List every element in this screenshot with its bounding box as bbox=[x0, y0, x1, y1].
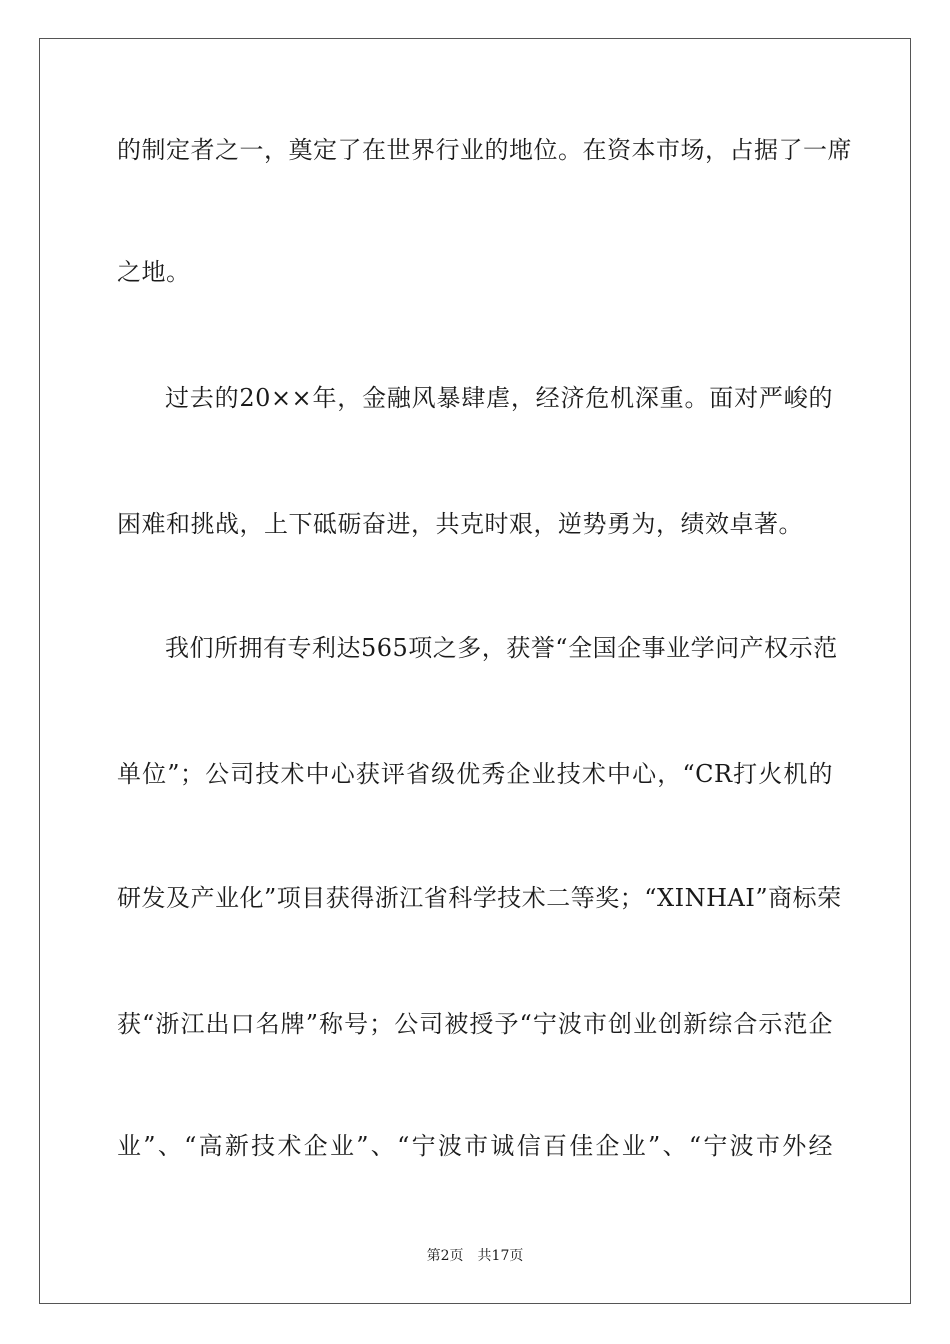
text-line-3: 过去的20××年，金融风暴肆虐，经济危机深重。面对严峻的 bbox=[165, 384, 833, 412]
text-line-1: 的制定者之一，奠定了在世界行业的地位。在资本市场，占据了一席 bbox=[117, 136, 852, 164]
text-line-7: 研发及产业化”项目获得浙江省科学技术二等奖；“XINHAI”商标荣 bbox=[117, 884, 842, 912]
text-line-2: 之地。 bbox=[117, 258, 191, 286]
text-line-9: 业”、“高新技术企业”、“宁波市诚信百佳企业”、“宁波市外经 bbox=[117, 1132, 833, 1160]
text-line-6: 单位”；公司技术中心获评省级优秀企业技术中心，“CR打火机的 bbox=[117, 760, 833, 788]
page-footer bbox=[0, 1246, 950, 1266]
text-line-8: 获“浙江出口名牌”称号；公司被授予“宁波市创业创新综合示范企 bbox=[117, 1010, 833, 1038]
page-total: 共17页 bbox=[477, 1248, 524, 1264]
page-number: 第2页 bbox=[426, 1248, 464, 1264]
text-line-4: 困难和挑战，上下砥砺奋进，共克时艰，逆势勇为，绩效卓著。 bbox=[117, 510, 803, 538]
text-line-5: 我们所拥有专利达565项之多，获誉“全国企事业学问产权示范 bbox=[165, 634, 838, 662]
page-border bbox=[39, 38, 911, 1304]
